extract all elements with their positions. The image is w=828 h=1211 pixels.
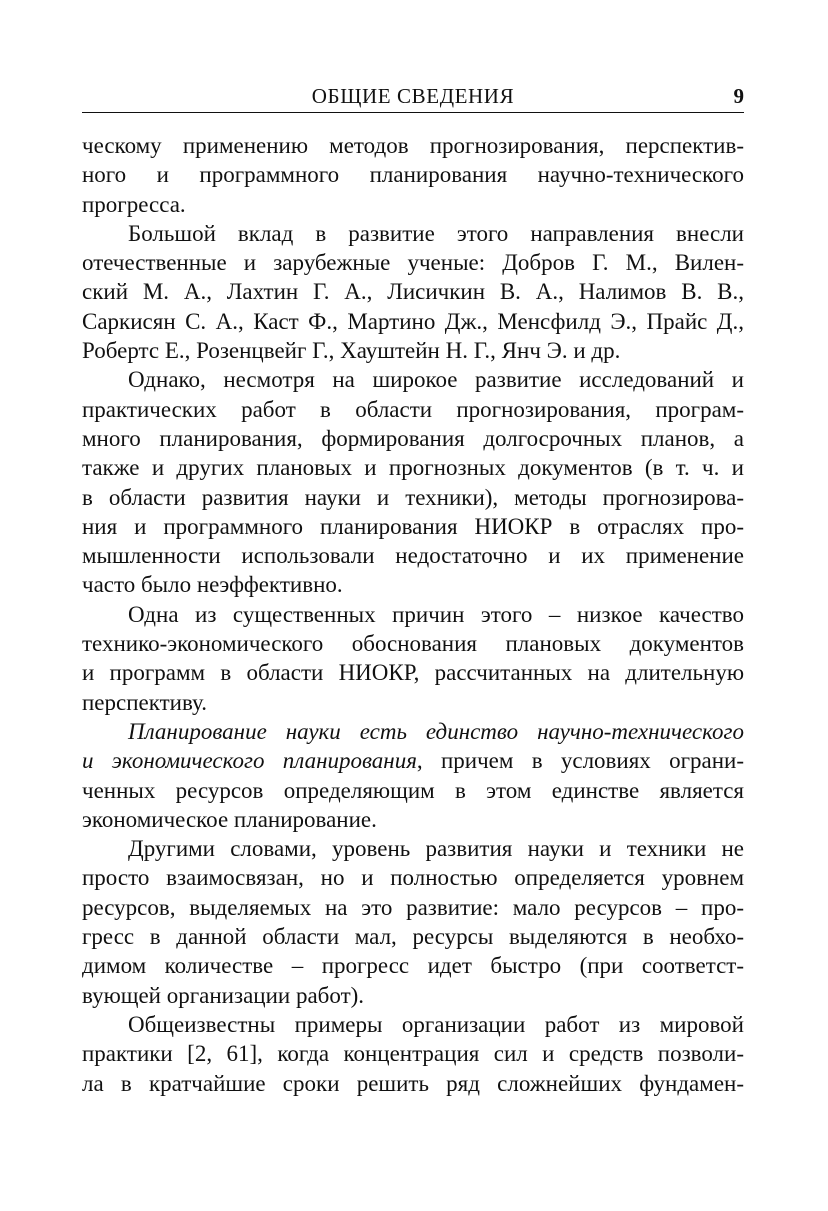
text-line: ченных ресурсов определяющим в этом единстве является [82,777,744,803]
text-line: ресурсов, выделяемых на это развитие: мало ресурсов – про- [82,894,744,920]
text-line: практических работ в области прогнозирования, програм- [82,396,744,422]
text-line: также и других плановых и прогнозных документов (в т. ч. и [82,455,744,481]
text-line: много планирования, формирования долгосрочных планов, а [82,425,744,451]
text-line: часто было неэффективно. [82,572,343,598]
text-line: практики [2, 61], когда концентрация сил и средств позволи- [82,1041,744,1067]
page-number: 9 [733,84,744,108]
text-line: ного и программного планирования научно-технического [82,162,744,188]
text-line [82,746,744,775]
text-line: просто взаимосвязан, но и полностью определяется уровнем [82,865,744,891]
text-line: ский М. А., Лахтин Г. А., Лисичкин В. А., Налимов В. В., [82,279,744,305]
text-line: Одна из существенных причин этого – низкое качество [128,601,744,627]
text-line: ла в кратчайшие сроки решить ряд сложнейших фундамен- [82,1070,744,1096]
italic-text-line: Планирование науки есть единство научно-технического [128,718,744,744]
text-line: отечественные и зарубежные ученые: Добров Г. М., Вилен- [82,250,744,276]
text-line: Другими словами, уровень развития науки и техники не [128,836,744,862]
text-line: прогресса. [82,191,186,217]
text-line: ческому применению методов прогнозирования, перспектив- [82,133,744,158]
paragraph-6 [82,834,744,1010]
text-line: Робертс Е., Розенцвейг Г., Хауштейн Н. Г., Янч Э. и др. [82,338,621,364]
book-page [82,80,744,1098]
paragraph-1 [82,131,744,219]
paragraph-7 [82,1010,744,1098]
text-line: мышленности использовали недостаточно и их применение [82,543,744,569]
chapter-title: ОБЩИЕ СВЕДЕНИЯ [311,84,515,108]
text-line: димом количестве – прогресс идет быстро (при соответст- [82,953,744,979]
italic-phrase: и экономического планирования [82,748,417,774]
text-line: в области развития науки и техники), методы прогнозирова- [82,484,744,510]
text-line: гресс в данной области мал, ресурсы выделяются в необхо- [82,924,744,950]
running-header [82,80,744,113]
paragraph-5 [82,717,744,834]
text-line: экономическое планирование. [82,806,377,832]
text-line: Однако, несмотря на широкое развитие исследований и [128,367,744,393]
text-run: , причем в условиях ограни- [416,748,744,774]
text-line: ния и программного планирования НИОКР в отраслях про- [82,513,744,539]
body-text [82,131,744,1098]
text-line: перспективу. [82,689,207,715]
text-line: вующей организации работ). [82,982,365,1008]
text-line: технико-экономического обоснования плановых документов [82,631,744,657]
text-line: и программ в области НИОКР, рассчитанных на длительную [82,660,744,686]
paragraph-4 [82,600,744,717]
text-line: Большой вклад в развитие этого направления внесли [128,220,744,246]
paragraph-3 [82,365,744,599]
text-line: Общеизвестны примеры организации работ из мировой [128,1011,744,1037]
paragraph-2 [82,219,744,365]
text-line: Саркисян С. А., Каст Ф., Мартино Дж., Менсфилд Э., Прайс Д., [82,308,744,334]
